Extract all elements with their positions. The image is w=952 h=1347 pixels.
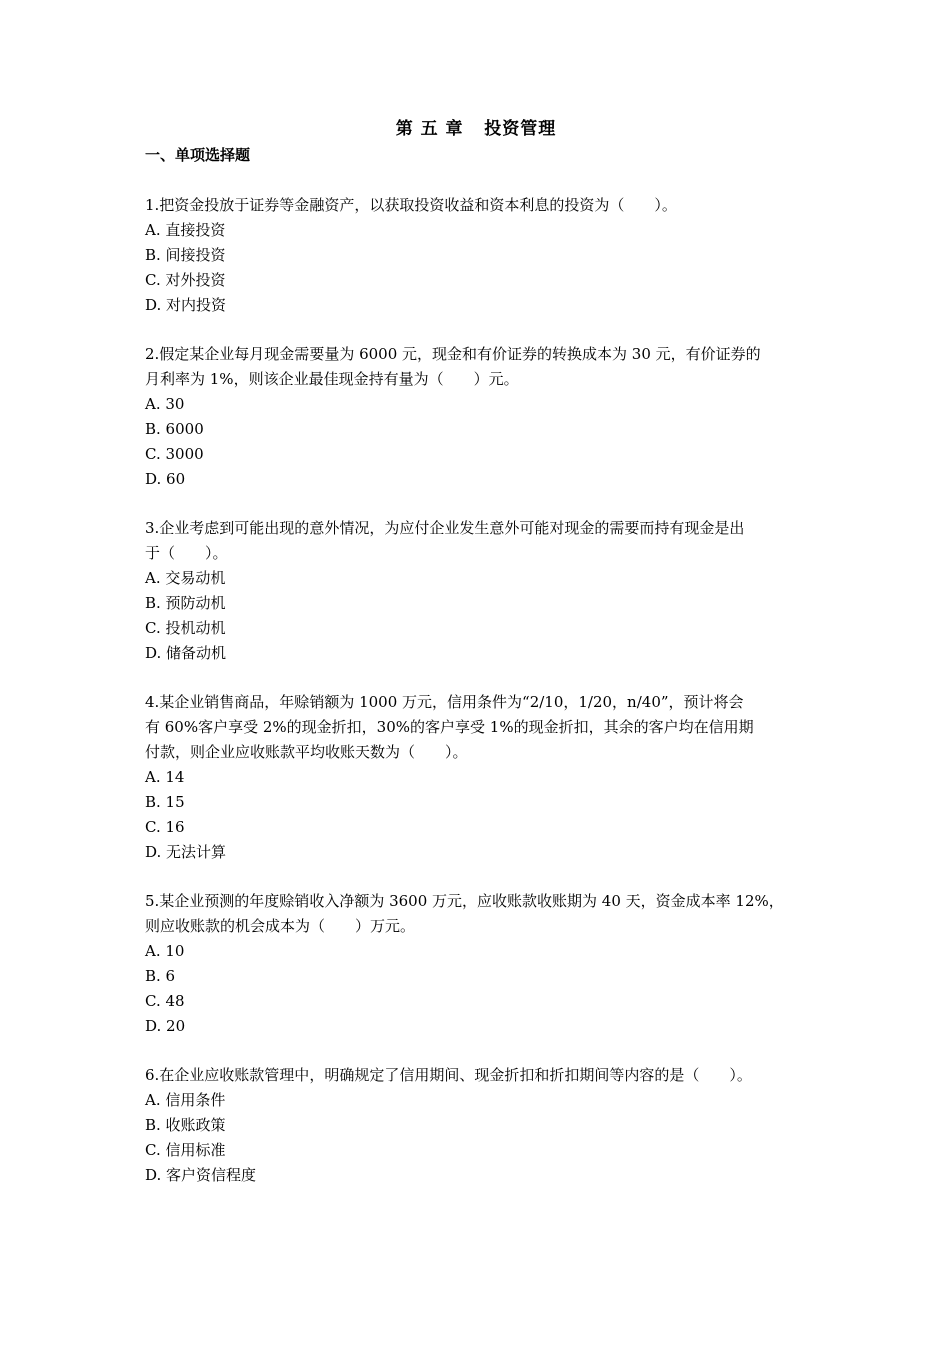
question-5-text-line: 则应收账款的机会成本为（ ）万元。 [145, 917, 416, 935]
question-5-option-c: C. 48 [145, 992, 185, 1010]
question-4-option-c: C. 16 [145, 818, 185, 836]
question-3-text-line: 3.企业考虑到可能出现的意外情况，为应付企业发生意外可能对现金的需要而持有现金是出 [145, 519, 745, 537]
question-4-option-a: A. 14 [145, 768, 185, 786]
question-5-option-d: D. 20 [145, 1017, 186, 1035]
question-6-option-a: A. 信用条件 [145, 1091, 226, 1109]
question-1-text-line: 1.把资金投放于证券等金融资产，以获取投资收益和资本利息的投资为（ ）。 [145, 196, 677, 214]
question-3-option-a: A. 交易动机 [145, 569, 226, 587]
question-6-text-line: 6.在企业应收账款管理中，明确规定了信用期间、现金折扣和折扣期间等内容的是（ ）。 [145, 1066, 752, 1084]
question-1 [145, 193, 815, 318]
section-heading: 一、单项选择题 [145, 146, 251, 164]
question-2-option-b: B. 6000 [145, 420, 204, 438]
question-2-text-line: 2.假定某企业每月现金需要量为 6000 元，现金和有价证券的转换成本为 30 元，有价证券的 [145, 345, 761, 363]
question-4-option-b: B. 15 [145, 793, 185, 811]
question-3 [145, 516, 815, 666]
question-4-text-line: 付款，则企业应收账款平均收账天数为（ ）。 [145, 743, 468, 761]
question-4-option-d: D. 无法计算 [145, 843, 227, 861]
question-2-text-line: 月利率为 1%，则该企业最佳现金持有量为（ ）元。 [145, 370, 519, 388]
question-6-option-d: D. 客户资信程度 [145, 1166, 257, 1184]
question-1-option-d: D. 对内投资 [145, 296, 227, 314]
question-3-text-line: 于（ ）。 [145, 544, 228, 562]
question-5-option-a: A. 10 [145, 942, 185, 960]
question-1-option-c: C. 对外投资 [145, 271, 226, 289]
question-2-option-d: D. 60 [145, 470, 186, 488]
chapter-title: 第 五 章 投资管理 [395, 119, 557, 139]
question-3-option-d: D. 储备动机 [145, 644, 227, 662]
question-4 [145, 690, 815, 865]
question-5 [145, 889, 815, 1039]
question-5-option-b: B. 6 [145, 967, 176, 985]
question-3-option-c: C. 投机动机 [145, 619, 226, 637]
question-1-option-a: A. 直接投资 [145, 221, 226, 239]
question-6 [145, 1063, 815, 1188]
question-2-option-c: C. 3000 [145, 445, 204, 463]
question-1-option-b: B. 间接投资 [145, 246, 226, 264]
question-2-option-a: A. 30 [145, 395, 185, 413]
question-4-text-line: 4.某企业销售商品，年赊销额为 1000 万元，信用条件为“2/10，1/20，n/40”，预计将会 [145, 693, 744, 711]
question-4-text-line: 有 60%客户享受 2%的现金折扣，30%的客户享受 1%的现金折扣，其余的客户均在信用期 [145, 718, 754, 736]
question-2 [145, 342, 815, 492]
question-6-option-b: B. 收账政策 [145, 1116, 226, 1134]
question-3-option-b: B. 预防动机 [145, 594, 226, 612]
question-5-text-line: 5.某企业预测的年度赊销收入净额为 3600 万元，应收账款收账期为 40 天，资金成本率 12%， [145, 892, 784, 910]
question-list [145, 193, 815, 1212]
question-6-option-c: C. 信用标准 [145, 1141, 226, 1159]
